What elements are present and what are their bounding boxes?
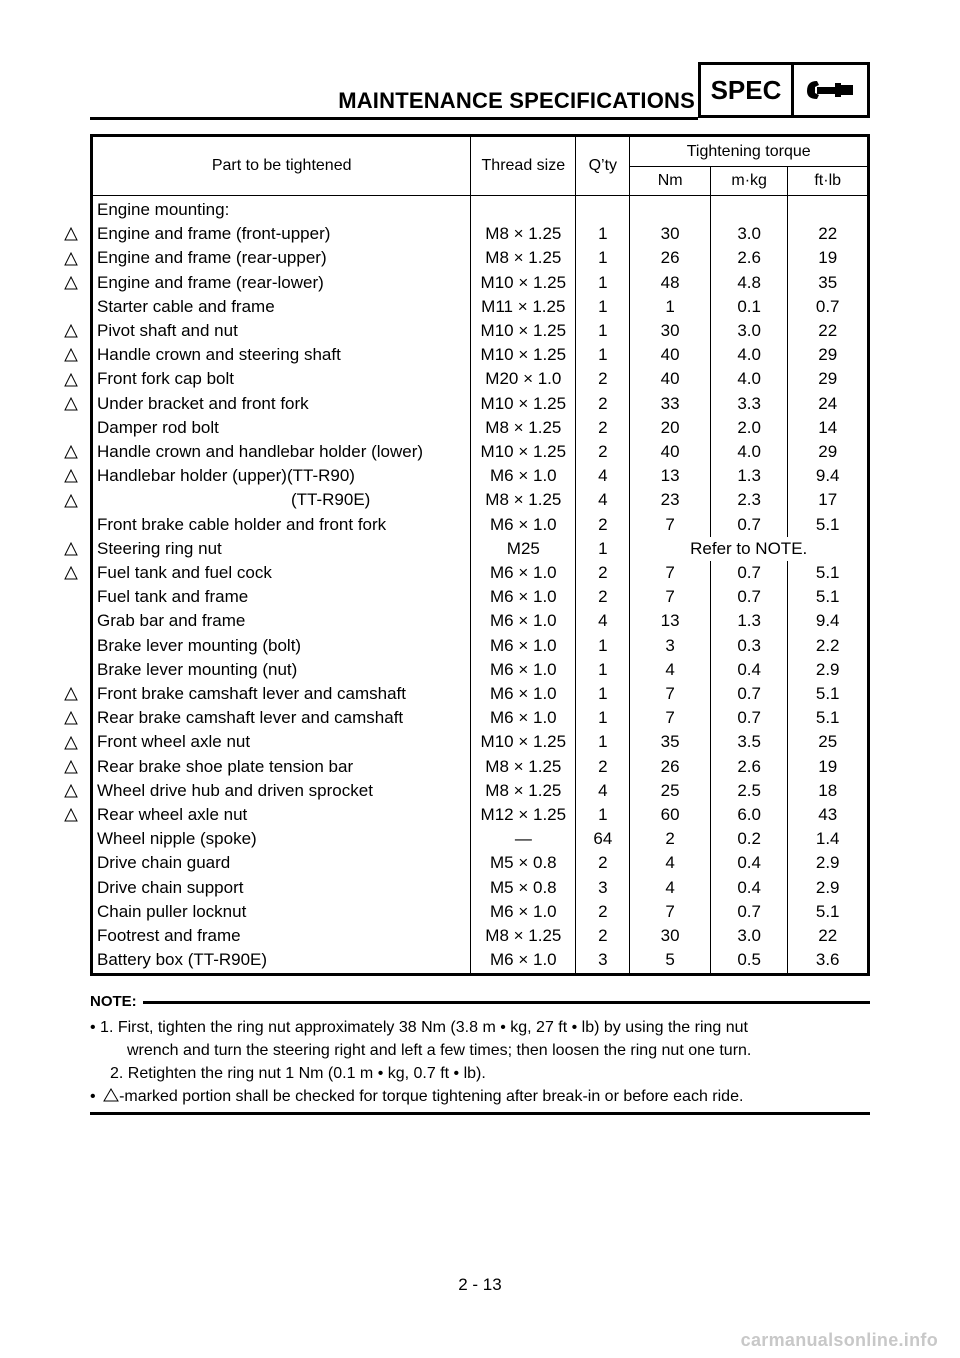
cell-part: Grab bar and frame — [92, 609, 471, 633]
cell-thread: — — [471, 827, 576, 851]
cell-mkg: 0.2 — [710, 827, 787, 851]
table-row — [92, 924, 869, 948]
cell-qty: 1 — [576, 803, 630, 827]
cell-thread: M8 × 1.25 — [471, 924, 576, 948]
cell-part: Rear wheel axle nut — [92, 803, 471, 827]
cell-nm: 2 — [630, 827, 711, 851]
col-header-qty: Q’ty — [576, 136, 630, 196]
page-header — [90, 62, 870, 120]
cell-nm: 7 — [630, 585, 711, 609]
triangle-mark-icon — [64, 445, 78, 459]
table-row — [92, 367, 869, 391]
triangle-mark-icon — [64, 324, 78, 338]
watermark: carmanualsonline.info — [740, 1330, 938, 1350]
triangle-mark-icon — [64, 373, 78, 387]
table-row — [92, 658, 869, 682]
cell-mkg: 0.7 — [710, 900, 787, 924]
table-row — [92, 900, 869, 924]
cell-mkg: 2.6 — [710, 755, 787, 779]
cell-qty — [576, 196, 630, 223]
cell-nm: 1 — [630, 295, 711, 319]
cell-mkg: 0.7 — [710, 706, 787, 730]
triangle-mark-icon — [64, 808, 78, 822]
cell-ftlb: 17 — [788, 488, 869, 512]
cell-part: Front brake cable holder and front fork — [92, 513, 471, 537]
cell-qty: 1 — [576, 295, 630, 319]
table-row — [92, 585, 869, 609]
cell-nm: 20 — [630, 416, 711, 440]
cell-thread: M6 × 1.0 — [471, 634, 576, 658]
cell-qty: 1 — [576, 271, 630, 295]
cell-qty: 2 — [576, 851, 630, 875]
note-rule — [143, 1001, 870, 1004]
table-row — [92, 488, 869, 512]
cell-part: Starter cable and frame — [92, 295, 471, 319]
cell-qty: 1 — [576, 246, 630, 270]
cell-thread: M11 × 1.25 — [471, 295, 576, 319]
cell-part: Front fork cap bolt — [92, 367, 471, 391]
cell-thread: M10 × 1.25 — [471, 730, 576, 754]
cell-part: Rear brake shoe plate tension bar — [92, 755, 471, 779]
cell-thread — [471, 196, 576, 223]
table-row — [92, 609, 869, 633]
cell-qty: 4 — [576, 464, 630, 488]
cell-nm: 48 — [630, 271, 711, 295]
cell-nm: 5 — [630, 948, 711, 974]
cell-qty: 1 — [576, 682, 630, 706]
table-row — [92, 464, 869, 488]
cell-mkg: 0.4 — [710, 851, 787, 875]
torque-spec-table — [90, 134, 870, 976]
cell-ftlb: 22 — [788, 319, 869, 343]
cell-part: Under bracket and front fork — [92, 392, 471, 416]
cell-nm: 4 — [630, 851, 711, 875]
cell-qty: 2 — [576, 561, 630, 585]
cell-thread: M8 × 1.25 — [471, 755, 576, 779]
cell-qty: 2 — [576, 585, 630, 609]
cell-nm: 7 — [630, 513, 711, 537]
cell-qty: 1 — [576, 730, 630, 754]
table-row — [92, 827, 869, 851]
cell-qty: 1 — [576, 319, 630, 343]
cell-thread: M6 × 1.0 — [471, 609, 576, 633]
triangle-mark-icon — [64, 711, 78, 725]
cell-thread: M8 × 1.25 — [471, 779, 576, 803]
cell-qty: 2 — [576, 900, 630, 924]
cell-mkg: 0.7 — [710, 513, 787, 537]
cell-thread: M25 — [471, 537, 576, 561]
cell-thread: M10 × 1.25 — [471, 440, 576, 464]
cell-ftlb: 3.6 — [788, 948, 869, 974]
table-row — [92, 271, 869, 295]
triangle-mark-icon — [103, 1088, 119, 1102]
cell-nm: 7 — [630, 706, 711, 730]
cell-mkg: 2.0 — [710, 416, 787, 440]
triangle-mark-icon — [64, 276, 78, 290]
cell-nm — [630, 196, 711, 223]
cell-mkg: 1.3 — [710, 609, 787, 633]
cell-mkg: 2.6 — [710, 246, 787, 270]
cell-ftlb: 19 — [788, 246, 869, 270]
page-number: 2 - 13 — [458, 1275, 502, 1294]
cell-thread: M6 × 1.0 — [471, 658, 576, 682]
cell-qty: 64 — [576, 827, 630, 851]
note-bullet: • — [90, 1088, 96, 1105]
cell-mkg: 3.3 — [710, 392, 787, 416]
cell-mkg: 2.3 — [710, 488, 787, 512]
cell-ftlb: 5.1 — [788, 561, 869, 585]
cell-qty: 2 — [576, 367, 630, 391]
cell-part: Front wheel axle nut — [92, 730, 471, 754]
cell-ftlb: 2.9 — [788, 876, 869, 900]
cell-refer-note: Refer to NOTE. — [630, 537, 869, 561]
table-row — [92, 948, 869, 974]
cell-nm: 33 — [630, 392, 711, 416]
cell-qty: 2 — [576, 924, 630, 948]
cell-qty: 1 — [576, 343, 630, 367]
cell-qty: 1 — [576, 222, 630, 246]
cell-nm: 7 — [630, 900, 711, 924]
triangle-mark-icon — [64, 227, 78, 241]
table-row — [92, 392, 869, 416]
cell-nm: 35 — [630, 730, 711, 754]
spec-badge: SPEC — [698, 62, 794, 118]
cell-thread: M6 × 1.0 — [471, 948, 576, 974]
triangle-mark-icon — [64, 687, 78, 701]
cell-thread: M10 × 1.25 — [471, 319, 576, 343]
cell-ftlb: 5.1 — [788, 900, 869, 924]
col-header-nm: Nm — [630, 167, 711, 196]
cell-part: Drive chain support — [92, 876, 471, 900]
cell-ftlb: 1.4 — [788, 827, 869, 851]
table-row — [92, 319, 869, 343]
cell-nm: 40 — [630, 440, 711, 464]
cell-mkg: 3.0 — [710, 924, 787, 948]
table-row — [92, 876, 869, 900]
cell-ftlb: 22 — [788, 924, 869, 948]
cell-nm: 40 — [630, 367, 711, 391]
cell-part: Footrest and frame — [92, 924, 471, 948]
cell-thread: M20 × 1.0 — [471, 367, 576, 391]
cell-nm: 7 — [630, 682, 711, 706]
cell-thread: M8 × 1.25 — [471, 222, 576, 246]
cell-mkg: 1.3 — [710, 464, 787, 488]
note-line-4-text: -marked portion shall be checked for torque tightening after break-in or before each ride. — [119, 1088, 744, 1105]
cell-mkg: 3.0 — [710, 319, 787, 343]
cell-qty: 3 — [576, 876, 630, 900]
cell-ftlb: 5.1 — [788, 706, 869, 730]
triangle-mark-icon — [64, 252, 78, 266]
cell-thread: M6 × 1.0 — [471, 706, 576, 730]
table-row — [92, 295, 869, 319]
note-header — [90, 988, 870, 1010]
cell-mkg: 3.0 — [710, 222, 787, 246]
cell-mkg: 0.7 — [710, 682, 787, 706]
cell-thread: M5 × 0.8 — [471, 876, 576, 900]
triangle-mark-icon — [64, 397, 78, 411]
cell-thread: M10 × 1.25 — [471, 392, 576, 416]
table-row — [92, 755, 869, 779]
cell-nm: 60 — [630, 803, 711, 827]
cell-ftlb: 35 — [788, 271, 869, 295]
cell-qty: 2 — [576, 513, 630, 537]
cell-ftlb: 9.4 — [788, 609, 869, 633]
cell-part: Engine and frame (rear-lower) — [92, 271, 471, 295]
cell-part: Pivot shaft and nut — [92, 319, 471, 343]
cell-nm: 25 — [630, 779, 711, 803]
triangle-mark-icon — [64, 494, 78, 508]
cell-ftlb: 9.4 — [788, 464, 869, 488]
cell-thread: M12 × 1.25 — [471, 803, 576, 827]
cell-part: Rear brake camshaft lever and camshaft — [92, 706, 471, 730]
cell-mkg: 0.4 — [710, 658, 787, 682]
table-row — [92, 561, 869, 585]
cell-thread: M10 × 1.25 — [471, 271, 576, 295]
table-row — [92, 682, 869, 706]
table-body — [92, 196, 869, 975]
cell-nm: 26 — [630, 755, 711, 779]
cell-ftlb: 2.9 — [788, 658, 869, 682]
cell-nm: 26 — [630, 246, 711, 270]
cell-nm: 30 — [630, 924, 711, 948]
table-row — [92, 537, 869, 561]
table-row — [92, 803, 869, 827]
cell-thread: M10 × 1.25 — [471, 343, 576, 367]
cell-ftlb: 14 — [788, 416, 869, 440]
cell-nm: 13 — [630, 464, 711, 488]
cell-qty: 3 — [576, 948, 630, 974]
note-section — [90, 988, 870, 1115]
cell-qty: 2 — [576, 755, 630, 779]
cell-part: Damper rod bolt — [92, 416, 471, 440]
cell-part: Engine and frame (front-upper) — [92, 222, 471, 246]
table-row — [92, 513, 869, 537]
cell-part: Engine and frame (rear-upper) — [92, 246, 471, 270]
cell-part: Wheel nipple (spoke) — [92, 827, 471, 851]
cell-qty: 1 — [576, 658, 630, 682]
cell-mkg — [710, 196, 787, 223]
cell-ftlb: 18 — [788, 779, 869, 803]
cell-mkg: 4.0 — [710, 343, 787, 367]
table-row — [92, 730, 869, 754]
col-header-torque: Tightening torque — [630, 136, 869, 167]
triangle-mark-icon — [64, 542, 78, 556]
cell-thread: M6 × 1.0 — [471, 464, 576, 488]
cell-nm: 4 — [630, 876, 711, 900]
page-title: MAINTENANCE SPECIFICATIONS — [338, 88, 695, 113]
cell-thread: M8 × 1.25 — [471, 246, 576, 270]
cell-qty: 1 — [576, 537, 630, 561]
cell-part: Brake lever mounting (nut) — [92, 658, 471, 682]
wrench-icon — [801, 73, 857, 107]
cell-mkg: 3.5 — [710, 730, 787, 754]
note-line-3: 2. Retighten the ring nut 1 Nm (0.1 m • kg, 0.7 ft • lb). — [110, 1065, 486, 1082]
table-row — [92, 440, 869, 464]
cell-qty: 2 — [576, 440, 630, 464]
cell-nm: 30 — [630, 222, 711, 246]
cell-ftlb: 22 — [788, 222, 869, 246]
cell-part: Front brake camshaft lever and camshaft — [92, 682, 471, 706]
table-row — [92, 416, 869, 440]
cell-mkg: 0.7 — [710, 585, 787, 609]
cell-part: Drive chain guard — [92, 851, 471, 875]
table-row — [92, 779, 869, 803]
cell-qty: 2 — [576, 416, 630, 440]
cell-mkg: 6.0 — [710, 803, 787, 827]
cell-ftlb: 5.1 — [788, 585, 869, 609]
cell-thread: M6 × 1.0 — [471, 900, 576, 924]
cell-thread: M6 × 1.0 — [471, 585, 576, 609]
header-rule — [90, 117, 698, 120]
cell-ftlb: 29 — [788, 440, 869, 464]
triangle-mark-icon — [64, 469, 78, 483]
cell-ftlb: 0.7 — [788, 295, 869, 319]
cell-mkg: 0.1 — [710, 295, 787, 319]
note-bottom-rule — [90, 1112, 870, 1115]
triangle-mark-icon — [64, 566, 78, 580]
cell-ftlb: 24 — [788, 392, 869, 416]
triangle-mark-icon — [64, 784, 78, 798]
cell-mkg: 4.0 — [710, 367, 787, 391]
cell-part: Battery box (TT-R90E) — [92, 948, 471, 974]
cell-part: Wheel drive hub and driven sprocket — [92, 779, 471, 803]
cell-qty: 1 — [576, 634, 630, 658]
cell-nm: 40 — [630, 343, 711, 367]
cell-thread: M8 × 1.25 — [471, 416, 576, 440]
cell-part: Steering ring nut — [92, 537, 471, 561]
table-row — [92, 851, 869, 875]
cell-qty: 4 — [576, 609, 630, 633]
cell-thread: M8 × 1.25 — [471, 488, 576, 512]
table-row — [92, 634, 869, 658]
cell-part: Chain puller locknut — [92, 900, 471, 924]
wrench-badge — [791, 62, 870, 118]
table-row — [92, 246, 869, 270]
cell-thread: M6 × 1.0 — [471, 682, 576, 706]
cell-ftlb — [788, 196, 869, 223]
note-line-1: • 1. First, tighten the ring nut approximately 38 Nm (3.8 m • kg, 27 ft • lb) by using the ring nut — [90, 1019, 748, 1036]
cell-nm: 23 — [630, 488, 711, 512]
cell-mkg: 0.5 — [710, 948, 787, 974]
cell-qty: 1 — [576, 706, 630, 730]
cell-qty: 4 — [576, 779, 630, 803]
cell-thread: M6 × 1.0 — [471, 561, 576, 585]
cell-part: Handle crown and steering shaft — [92, 343, 471, 367]
triangle-mark-icon — [64, 760, 78, 774]
cell-qty: 4 — [576, 488, 630, 512]
triangle-mark-icon — [64, 348, 78, 362]
cell-thread: M6 × 1.0 — [471, 513, 576, 537]
cell-ftlb: 29 — [788, 343, 869, 367]
cell-ftlb: 25 — [788, 730, 869, 754]
col-header-part: Part to be tightened — [92, 136, 471, 196]
cell-part: (TT-R90E) — [92, 488, 471, 512]
cell-part: Fuel tank and fuel cock — [92, 561, 471, 585]
cell-thread: M5 × 0.8 — [471, 851, 576, 875]
table-row — [92, 222, 869, 246]
cell-ftlb: 2.2 — [788, 634, 869, 658]
cell-mkg: 4.8 — [710, 271, 787, 295]
cell-ftlb: 43 — [788, 803, 869, 827]
col-header-mkg: m·kg — [710, 167, 787, 196]
table-row — [92, 343, 869, 367]
cell-ftlb: 29 — [788, 367, 869, 391]
cell-ftlb: 5.1 — [788, 513, 869, 537]
table-row — [92, 706, 869, 730]
cell-mkg: 0.4 — [710, 876, 787, 900]
triangle-mark-icon — [64, 736, 78, 750]
cell-ftlb: 5.1 — [788, 682, 869, 706]
cell-nm: 30 — [630, 319, 711, 343]
col-header-ftlb: ft·lb — [788, 167, 869, 196]
note-line-4 — [90, 1085, 870, 1108]
col-header-thread: Thread size — [471, 136, 576, 196]
cell-ftlb: 19 — [788, 755, 869, 779]
cell-part: Fuel tank and frame — [92, 585, 471, 609]
table-row — [92, 196, 869, 223]
cell-mkg: 2.5 — [710, 779, 787, 803]
cell-part: Brake lever mounting (bolt) — [92, 634, 471, 658]
cell-nm: 13 — [630, 609, 711, 633]
cell-part: Engine mounting: — [92, 196, 471, 223]
cell-qty: 2 — [576, 392, 630, 416]
cell-mkg: 0.3 — [710, 634, 787, 658]
cell-nm: 3 — [630, 634, 711, 658]
cell-part: Handle crown and handlebar holder (lower) — [92, 440, 471, 464]
note-line-2: wrench and turn the steering right and left a few times; then loosen the ring nut one turn. — [127, 1042, 752, 1059]
cell-nm: 7 — [630, 561, 711, 585]
cell-nm: 4 — [630, 658, 711, 682]
cell-part: Handlebar holder (upper)(TT-R90) — [92, 464, 471, 488]
note-label: NOTE: — [90, 993, 137, 1010]
cell-mkg: 4.0 — [710, 440, 787, 464]
cell-mkg: 0.7 — [710, 561, 787, 585]
cell-ftlb: 2.9 — [788, 851, 869, 875]
